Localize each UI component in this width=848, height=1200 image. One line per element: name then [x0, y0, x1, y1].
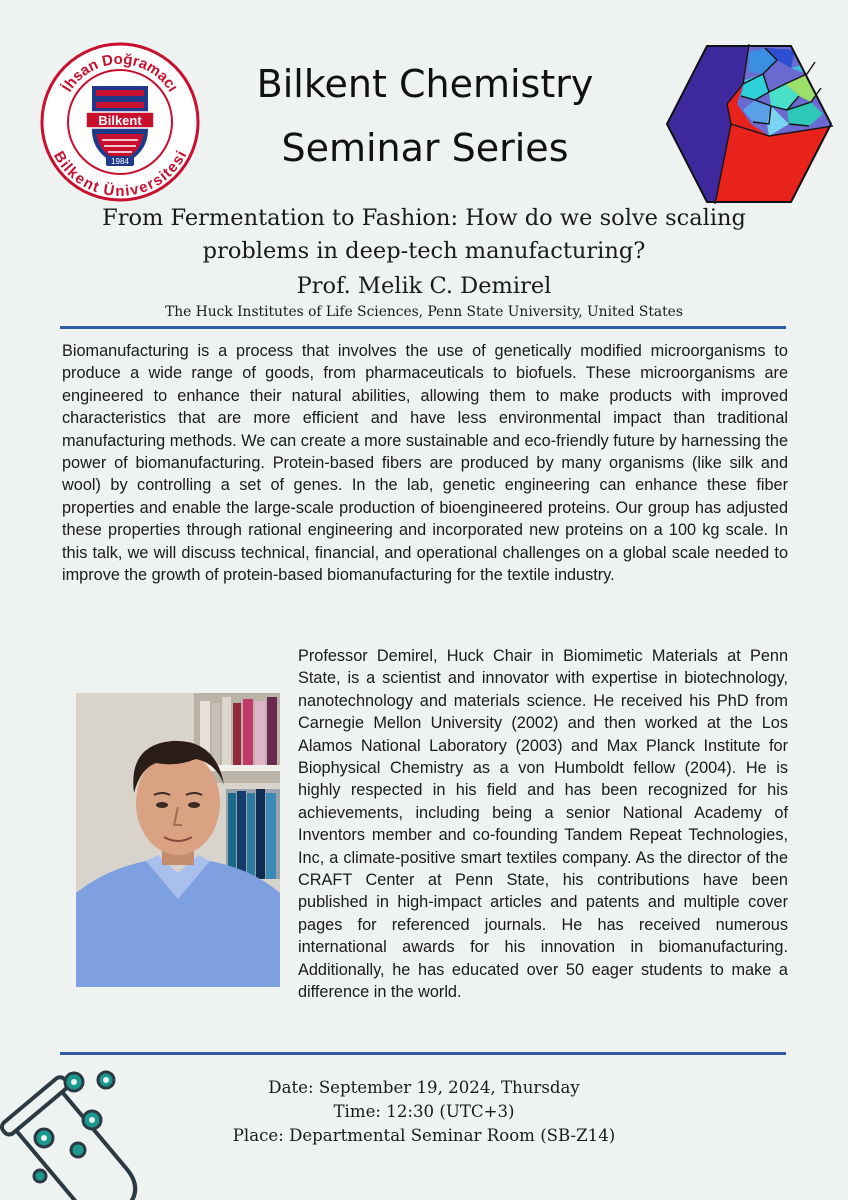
event-date: Date: September 19, 2024, Thursday [268, 1078, 580, 1097]
series-title-line-2: Seminar Series [281, 126, 569, 170]
divider-bottom [60, 1052, 786, 1055]
logo-banner-text: Bilkent [98, 113, 142, 128]
logo-ring-text-bottom: Bilkent Üniversitesi [50, 148, 191, 201]
abstract-paragraph: Biomanufacturing is a process that involves the use of genetically modified microorganisms to produce a wide range of goods, from pharmaceuticals to biofuels. These microorganisms are engineered to enhance their natural abilities, allowing them to make products with improved characteristics that are more efficient and have less environmental impact than traditional manufacturing methods. We can create a more sustainable and eco-friendly future by harnessing the power of biomanufacturing. Protein-based fibers are produced by many organisms (like silk and wool) by controlling a set of genes. In the lab, genetic engineering can enhance these fiber properties and enable the large-scale production of bioengineered proteins. Our group has adjusted these properties through rational engineering and incorporated new proteins on a 100 kg scale. In this talk, we will discuss technical, financial, and operational challenges on a global scale needed to improve the growth of protein-based biomanufacturing for the textile industry. [62, 342, 788, 585]
hexagon-voronoi-graphic [665, 44, 833, 204]
series-title [200, 52, 650, 180]
logo-year: 1984 [111, 157, 129, 166]
logo-ring-text-top: İhsan Doğramacı [58, 50, 182, 95]
test-tube-icon [0, 1058, 140, 1200]
divider-top [60, 326, 786, 329]
event-time: Time: 12:30 (UTC+3) [333, 1102, 515, 1121]
talk-title-line-1: From Fermentation to Fashion: How do we solve scaling [102, 205, 746, 231]
speaker-name: Prof. Melik C. Demirel [296, 273, 552, 299]
talk-title [40, 202, 808, 268]
series-title-line-1: Bilkent Chemistry [256, 62, 594, 106]
speaker-bio-paragraph: Professor Demirel, Huck Chair in Biomimetic Materials at Penn State, is a scientist and innovator with expertise in biotechnology, nanotechnology and materials science. He received his PhD from Carnegie Mellon University (2002) and then worked at the Los Alamos National Laboratory (2003) and Max Planck Institute for Biophysical Chemistry as a von Humboldt fellow (2004). He is highly respected in his field and has been recognized for his achievements, including being a senior National Academy of Inventors member and co-founding Tandem Repeat Technologies, Inc, a climate-positive smart textiles company. As the director of the CRAFT Center at Penn State, his contributions have been published in high-impact articles and patents and multiple cover pages for referenced journals. He has received numerous international awards for his innovation in biomanufacturing. Additionally, he has educated over 50 eager students to make a difference in the world. [298, 647, 788, 1002]
event-place: Place: Departmental Seminar Room (SB-Z14) [232, 1126, 616, 1145]
event-details [150, 1076, 698, 1148]
speaker-affiliation: The Huck Institutes of Life Sciences, Penn State University, United States [165, 304, 683, 320]
speaker-portrait-photo [76, 693, 280, 987]
bilkent-university-logo [40, 42, 200, 202]
talk-title-line-2: problems in deep-tech manufacturing? [202, 238, 646, 264]
